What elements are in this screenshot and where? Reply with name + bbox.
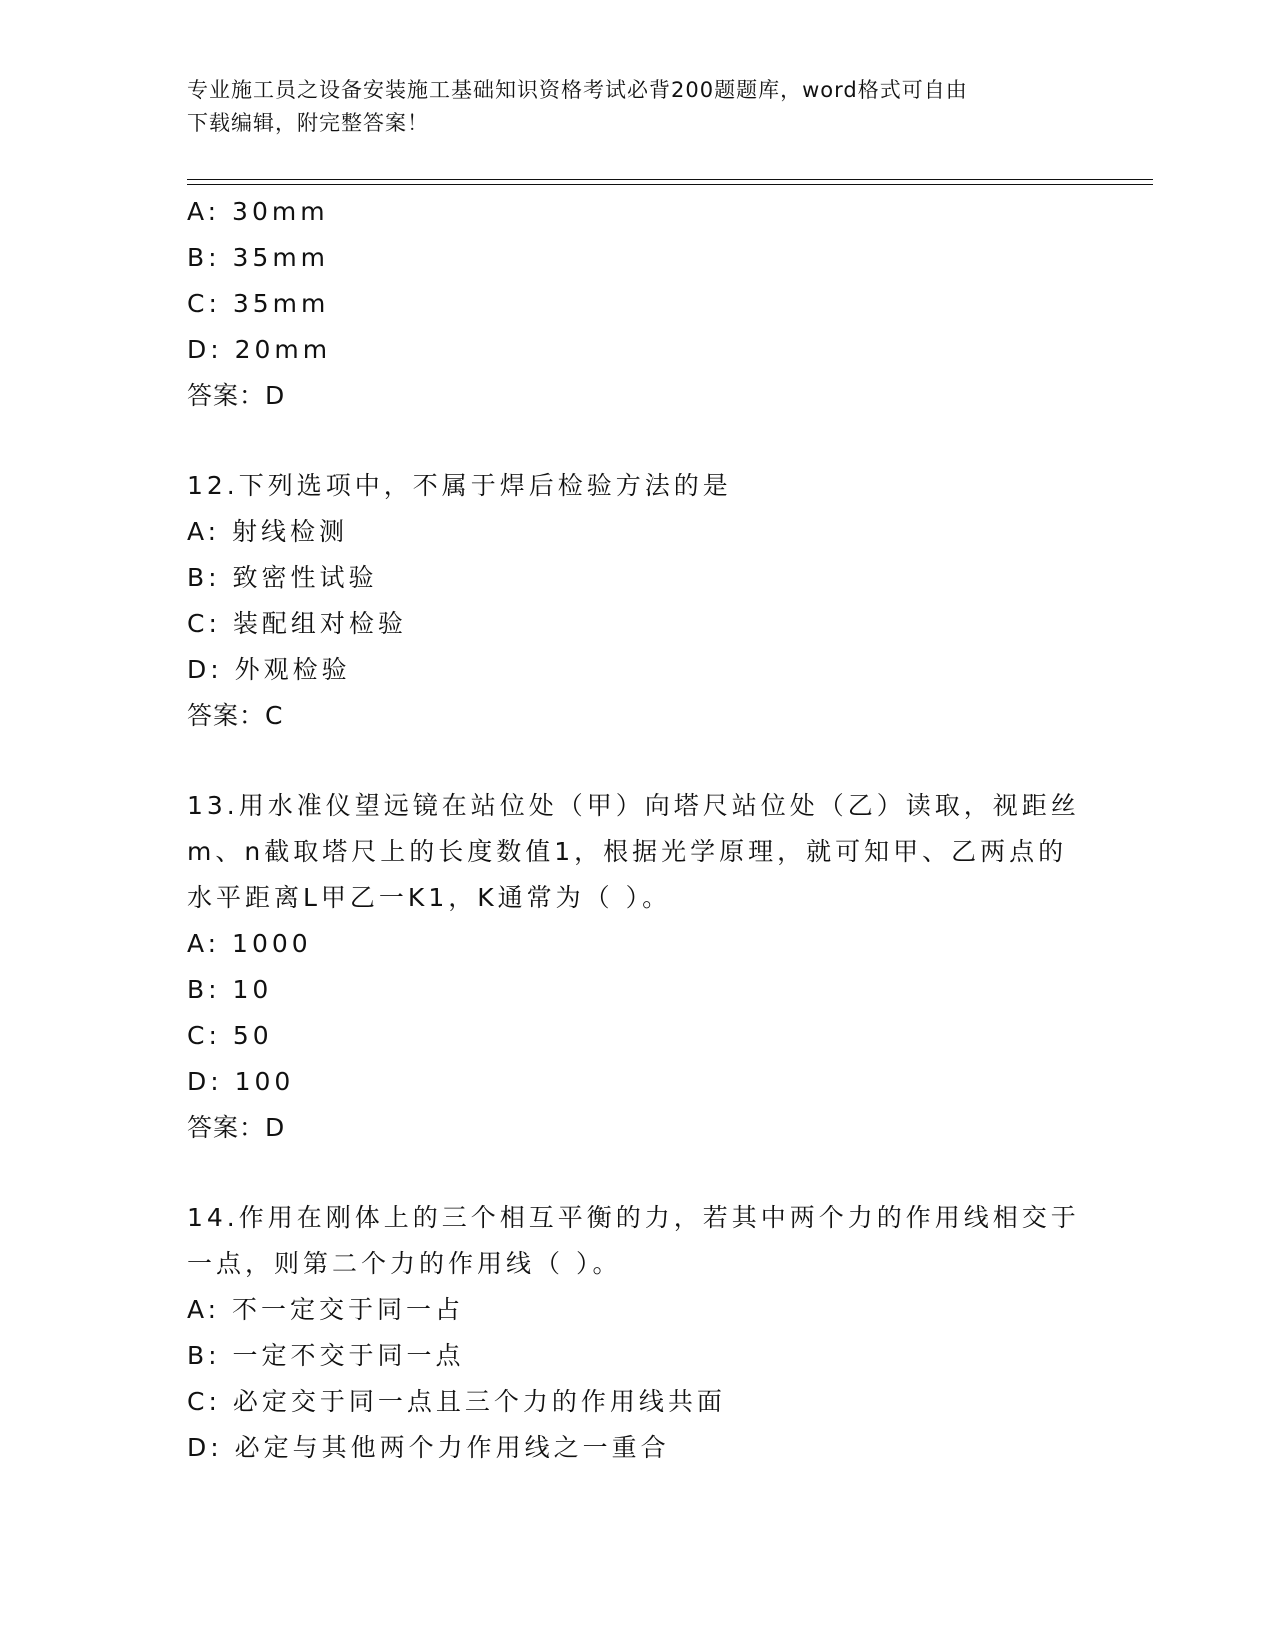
option-d: D: 外观检验: [187, 655, 351, 684]
option-a: A: 1000: [187, 929, 312, 958]
option-c: C: 装配组对检验: [187, 609, 407, 638]
header-divider-top: [187, 179, 1153, 180]
option-c: C: 50: [187, 1021, 273, 1050]
option-d: D: 100: [187, 1067, 295, 1096]
question-stem-line-1: 13.用水准仪望远镜在站位处（甲）向塔尺站位处（乙）读取，视距丝: [187, 791, 1080, 820]
question-13: [187, 783, 1087, 1151]
header-title-line-1: 专业施工员之设备安装施工基础知识资格考试必背200题题库，word格式可自由: [187, 78, 968, 102]
option-b: B: 致密性试验: [187, 563, 378, 592]
question-list: [187, 189, 1087, 1471]
header-title-line-2: 下载编辑，附完整答案！: [187, 111, 429, 135]
question-14: [187, 1195, 1087, 1471]
option-c: C: 必定交于同一点且三个力的作用线共面: [187, 1387, 726, 1416]
option-d: D: 20mm: [187, 335, 332, 364]
question-stem-line-1: 14.作用在刚体上的三个相互平衡的力，若其中两个力的作用线相交于: [187, 1203, 1080, 1232]
question-stem-line-2: 一点，则第二个力的作用线（ ）。: [187, 1249, 622, 1278]
document-header: [187, 74, 1087, 140]
answer-line: 答案：D: [187, 1113, 286, 1142]
option-c: C: 35mm: [187, 289, 330, 318]
question-12: [187, 463, 1087, 739]
question-stem: 12.下列选项中，不属于焊后检验方法的是: [187, 471, 732, 500]
question-spacer: [187, 419, 1087, 463]
question-11: [187, 189, 1087, 419]
question-spacer: [187, 1151, 1087, 1195]
header-divider-bottom: [187, 184, 1153, 185]
question-stem-line-2: m、n截取塔尺上的长度数值1，根据光学原理，就可知甲、乙两点的: [187, 837, 1068, 866]
option-b: B: 35mm: [187, 243, 330, 272]
option-a: A: 不一定交于同一占: [187, 1295, 465, 1324]
answer-line: 答案：D: [187, 381, 286, 410]
question-stem-line-3: 水平距离L甲乙一K1，K通常为（ ）。: [187, 883, 672, 912]
option-a: A: 30mm: [187, 197, 329, 226]
option-b: B: 10: [187, 975, 273, 1004]
option-a: A: 射线检测: [187, 517, 349, 546]
answer-line: 答案：C: [187, 701, 284, 730]
option-b: B: 一定不交于同一点: [187, 1341, 465, 1370]
option-d: D: 必定与其他两个力作用线之一重合: [187, 1433, 670, 1462]
question-spacer: [187, 739, 1087, 783]
